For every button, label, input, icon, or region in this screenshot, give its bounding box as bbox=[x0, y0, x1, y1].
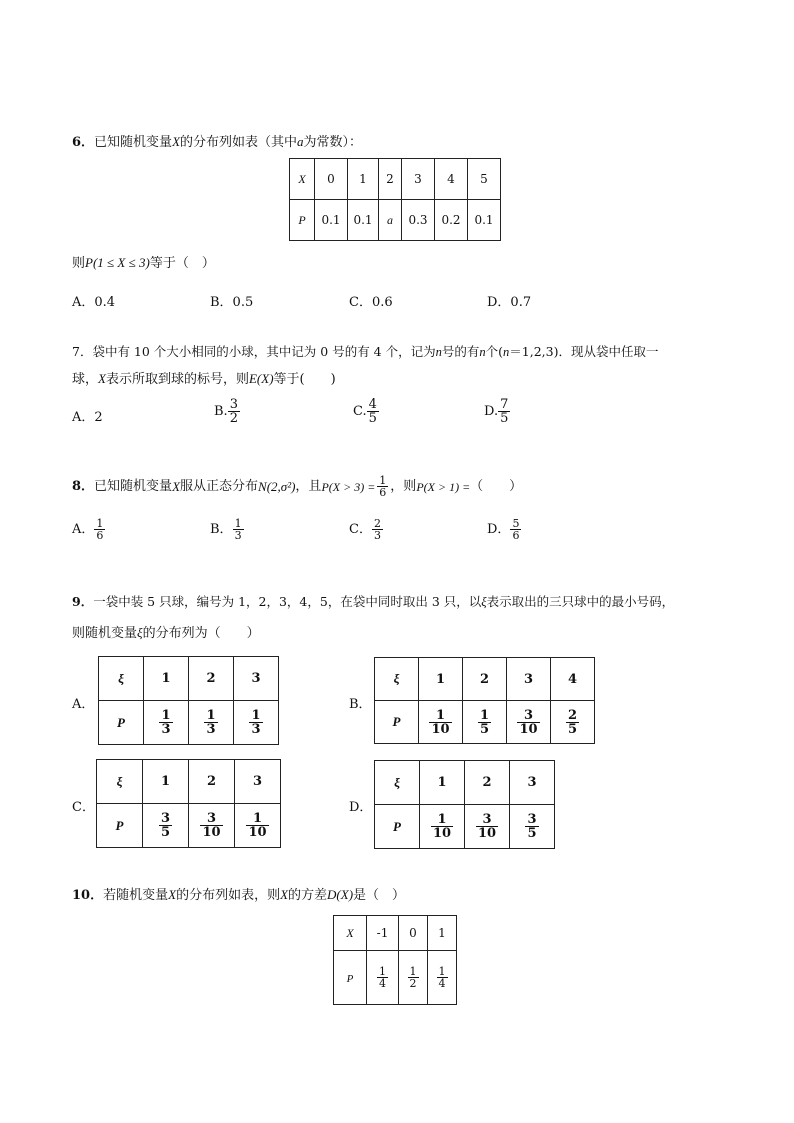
q9-p-cell bbox=[189, 804, 235, 848]
frac-den: 3 bbox=[251, 722, 261, 737]
q9-option-c-label[interactable]: C． bbox=[72, 800, 95, 815]
q9-p-cell bbox=[551, 701, 595, 744]
q10-head-p: P bbox=[334, 951, 367, 1005]
frac-den: 2 bbox=[229, 411, 238, 426]
q8-option-b[interactable] bbox=[210, 518, 244, 541]
q6-ask-expr: P(1 ≤ X ≤ 3) bbox=[85, 255, 150, 270]
q9-p-cell bbox=[465, 805, 510, 849]
q9-p-cell bbox=[143, 804, 189, 848]
q7-n2: n bbox=[479, 345, 486, 359]
q9-x-cell: 1 bbox=[420, 761, 465, 805]
q6-stem bbox=[72, 133, 362, 152]
q8-text-b: 服从正态分布 bbox=[180, 478, 259, 494]
q10-x-cell: -1 bbox=[367, 916, 399, 951]
q9-p-cell bbox=[235, 804, 281, 848]
q9-l1a: 一袋中装 5 只球，编号为 1，2，3，4，5，在袋中同时取出 3 只，以 bbox=[93, 594, 482, 609]
q6-x-cell: 1 bbox=[348, 159, 379, 200]
q9-number: 9． bbox=[72, 594, 94, 609]
q7-option-d-label: D. bbox=[484, 404, 499, 419]
q10-text-b: 的分布列如表，则 bbox=[176, 888, 281, 903]
frac-den: 6 bbox=[96, 529, 104, 542]
q9-x-cell: 2 bbox=[189, 657, 234, 701]
frac-num: 3 bbox=[229, 397, 238, 412]
q7-ex: E(X) bbox=[248, 371, 274, 386]
q6-table bbox=[289, 158, 501, 241]
q10-p-cell bbox=[367, 951, 399, 1005]
q10-stem bbox=[72, 886, 405, 905]
frac-num: 1 bbox=[251, 708, 261, 723]
q8-var: X bbox=[172, 478, 181, 494]
q9-option-d-label[interactable]: D． bbox=[349, 800, 373, 815]
q8-option-c-label: C． bbox=[349, 522, 372, 537]
frac-num: 3 bbox=[523, 707, 534, 723]
q9-head-p: P bbox=[99, 701, 144, 745]
q9-p-cell bbox=[189, 701, 234, 745]
q7-option-a[interactable]: A．2 bbox=[72, 410, 103, 425]
q9-p-cell bbox=[463, 701, 507, 744]
q10-x-cell: 1 bbox=[428, 916, 457, 951]
q6-option-a[interactable]: A．0.4 bbox=[72, 295, 116, 310]
frac-num: 1 bbox=[437, 812, 447, 827]
q6-x-cell: 5 bbox=[468, 159, 501, 200]
q10-text-c: 的方差 bbox=[288, 888, 328, 903]
q7-line1 bbox=[72, 343, 658, 361]
q9-p-cell bbox=[234, 701, 279, 745]
q10-var-2: X bbox=[280, 887, 289, 902]
q8-number: 8． bbox=[72, 478, 95, 494]
frac-num: 3 bbox=[482, 812, 492, 827]
q8-text-a: 已知随机变量 bbox=[94, 478, 173, 494]
q8-text-c: ，且 bbox=[295, 478, 322, 494]
q9-p-cell bbox=[420, 805, 465, 849]
q9-line2 bbox=[72, 624, 260, 643]
q9-head-p: P bbox=[375, 701, 419, 744]
frac-den: 4 bbox=[379, 977, 386, 990]
q9-head-xi: ξ bbox=[375, 658, 419, 701]
q9-l2a: 则随机变量 bbox=[72, 626, 138, 641]
q6-const: a bbox=[297, 134, 304, 149]
q6-text-b: 的分布列如表（其中 bbox=[180, 135, 298, 150]
q7-l2a: 球， bbox=[72, 372, 99, 387]
q6-ask-b: 等于（ ） bbox=[149, 256, 215, 271]
frac-den: 10 bbox=[519, 721, 538, 737]
q6-text-a: 已知随机变量 bbox=[94, 135, 173, 150]
q8-option-d[interactable] bbox=[487, 518, 521, 541]
frac-den: 10 bbox=[431, 721, 450, 737]
q9-x-cell: 3 bbox=[507, 658, 551, 701]
q10-text-d: 是（ ） bbox=[353, 888, 406, 903]
q9-option-d-table[interactable] bbox=[374, 760, 555, 849]
q8-option-c[interactable] bbox=[349, 518, 383, 541]
frac-num: 1 bbox=[234, 517, 242, 530]
q9-option-c-table[interactable] bbox=[96, 759, 281, 848]
q9-x-cell: 1 bbox=[144, 657, 189, 701]
q6-p-cell: 0.1 bbox=[315, 200, 348, 241]
q9-p-cell bbox=[144, 701, 189, 745]
q9-x-cell: 3 bbox=[234, 657, 279, 701]
frac-den: 10 bbox=[248, 825, 267, 840]
frac-num: 1 bbox=[206, 708, 216, 723]
frac-den: 5 bbox=[527, 826, 537, 841]
frac-den: 2 bbox=[409, 977, 417, 990]
q9-head-p: P bbox=[97, 804, 143, 848]
frac-den: 5 bbox=[479, 721, 490, 737]
frac-num: 2 bbox=[373, 517, 381, 530]
q6-p-cell: 0.1 bbox=[468, 200, 501, 241]
q9-x-cell: 1 bbox=[419, 658, 463, 701]
frac-den: 6 bbox=[379, 486, 387, 499]
q10-number: 10． bbox=[72, 888, 104, 903]
frac-num: 1 bbox=[96, 517, 104, 530]
q9-xi-2: ξ bbox=[137, 625, 143, 640]
q9-l2b: 的分布列为（ ） bbox=[142, 626, 260, 641]
q7-option-b-label: B. bbox=[214, 404, 228, 419]
q9-option-a-table[interactable] bbox=[98, 656, 279, 745]
frac-num: 1 bbox=[161, 708, 171, 723]
frac-num: 1 bbox=[252, 811, 263, 826]
frac-num: 1 bbox=[479, 707, 490, 723]
q9-p-cell bbox=[419, 701, 463, 744]
q8-option-d-label: D． bbox=[487, 522, 511, 537]
frac-den: 10 bbox=[477, 826, 497, 841]
frac-num: 1 bbox=[409, 965, 417, 978]
q7-n3: n bbox=[503, 345, 510, 359]
q6-var: X bbox=[172, 134, 181, 149]
q9-x-cell: 4 bbox=[551, 658, 595, 701]
q7-l1a: 7．袋中有 10 个大小相同的小球，其中记为 0 号的有 4 个，记为 bbox=[72, 344, 436, 359]
q9-option-b-table[interactable] bbox=[374, 657, 595, 744]
q9-option-b-label[interactable]: B． bbox=[349, 697, 372, 712]
q8-ask: P(X > 1) = bbox=[416, 479, 471, 494]
q9-x-cell: 2 bbox=[463, 658, 507, 701]
q10-dx: D(X) bbox=[327, 887, 354, 902]
q9-x-cell: 3 bbox=[510, 761, 555, 805]
q6-p-cell: 0.2 bbox=[435, 200, 468, 241]
q9-line1 bbox=[72, 593, 674, 611]
q6-x-cell: 0 bbox=[315, 159, 348, 200]
frac-num: 1 bbox=[379, 965, 386, 978]
q6-head-p: P bbox=[290, 200, 315, 241]
q7-n1: n bbox=[435, 345, 442, 359]
q10-text-a: 若随机变量 bbox=[103, 888, 169, 903]
frac-num: 3 bbox=[206, 811, 217, 826]
frac-num: 1 bbox=[379, 474, 387, 487]
q6-number: 6． bbox=[72, 135, 95, 150]
q6-ask bbox=[72, 254, 215, 273]
q6-p-cell: a bbox=[379, 200, 402, 241]
frac-num: 2 bbox=[567, 707, 578, 723]
q9-x-cell: 2 bbox=[465, 761, 510, 805]
q9-head-xi: ξ bbox=[99, 657, 144, 701]
q7-l1d: ＝1,2,3)．现从袋中任取一 bbox=[509, 344, 659, 359]
q6-p-cell: 0.1 bbox=[348, 200, 379, 241]
q6-option-b[interactable]: B．0.5 bbox=[210, 295, 254, 310]
q7-option-b[interactable] bbox=[214, 398, 240, 425]
q6-x-cell: 2 bbox=[379, 159, 402, 200]
q8-option-a[interactable] bbox=[72, 518, 105, 541]
q7-l2c: 等于( ) bbox=[273, 372, 336, 387]
q7-option-c[interactable] bbox=[353, 398, 379, 425]
q8-stem bbox=[72, 475, 522, 498]
frac-den: 3 bbox=[206, 722, 216, 737]
q9-x-cell: 1 bbox=[143, 760, 189, 804]
q8-text-e: （ ） bbox=[470, 478, 523, 494]
q10-table bbox=[333, 915, 457, 1005]
frac-num: 3 bbox=[160, 811, 171, 826]
q9-xi: ξ bbox=[481, 595, 487, 609]
frac-den: 4 bbox=[438, 977, 446, 990]
frac-den: 5 bbox=[368, 411, 377, 426]
frac-num: 4 bbox=[368, 397, 377, 412]
q7-option-c-label: C. bbox=[353, 404, 367, 419]
q8-text-d: ，则 bbox=[390, 478, 417, 494]
q10-p-cell bbox=[399, 951, 428, 1005]
q7-l2b: 表示所取到球的标号，则 bbox=[105, 372, 249, 387]
q7-option-d[interactable] bbox=[484, 398, 510, 425]
q9-option-a-label[interactable]: A． bbox=[72, 697, 95, 712]
frac-den: 10 bbox=[432, 826, 452, 841]
q8-option-a-label: A． bbox=[72, 522, 95, 537]
q7-line2 bbox=[72, 370, 336, 389]
frac-den: 3 bbox=[373, 529, 381, 542]
q9-x-cell: 3 bbox=[235, 760, 281, 804]
frac-den: 5 bbox=[567, 721, 578, 737]
q10-p-cell bbox=[428, 951, 457, 1005]
frac-num: 1 bbox=[438, 965, 446, 978]
q6-x-cell: 3 bbox=[402, 159, 435, 200]
q7-l1b: 号的有 bbox=[441, 344, 480, 359]
frac-num: 5 bbox=[512, 517, 520, 530]
frac-den: 3 bbox=[234, 529, 242, 542]
frac-den: 3 bbox=[161, 722, 171, 737]
q6-option-c[interactable]: C．0.6 bbox=[349, 295, 393, 310]
frac-den: 6 bbox=[512, 529, 520, 542]
q6-text-c: 为常数）： bbox=[303, 135, 363, 150]
frac-num: 7 bbox=[500, 397, 509, 412]
q9-head-xi: ξ bbox=[375, 761, 420, 805]
q6-ask-a: 则 bbox=[72, 256, 86, 271]
q7-var: X bbox=[98, 371, 106, 386]
q9-l1b: 表示取出的三只球中的最小号码， bbox=[486, 594, 675, 609]
q9-p-cell bbox=[507, 701, 551, 744]
q8-cond: P(X > 3) = bbox=[321, 479, 376, 494]
frac-den: 5 bbox=[500, 411, 509, 426]
q6-p-cell: 0.3 bbox=[402, 200, 435, 241]
q9-x-cell: 2 bbox=[189, 760, 235, 804]
q6-option-d[interactable]: D．0.7 bbox=[487, 295, 532, 310]
frac-num: 1 bbox=[435, 707, 446, 723]
q6-head-x: X bbox=[290, 159, 315, 200]
q10-head-x: X bbox=[334, 916, 367, 951]
q9-p-cell bbox=[510, 805, 555, 849]
frac-den: 10 bbox=[202, 825, 221, 840]
q10-var: X bbox=[168, 887, 177, 902]
q8-option-b-label: B． bbox=[210, 522, 233, 537]
frac-den: 5 bbox=[160, 825, 171, 840]
frac-num: 3 bbox=[527, 812, 537, 827]
q9-head-xi: ξ bbox=[97, 760, 143, 804]
q10-x-cell: 0 bbox=[399, 916, 428, 951]
q8-dist: N(2,σ²) bbox=[258, 478, 296, 494]
q6-x-cell: 4 bbox=[435, 159, 468, 200]
q9-head-p: P bbox=[375, 805, 420, 849]
q7-l1c: 个( bbox=[485, 344, 504, 359]
